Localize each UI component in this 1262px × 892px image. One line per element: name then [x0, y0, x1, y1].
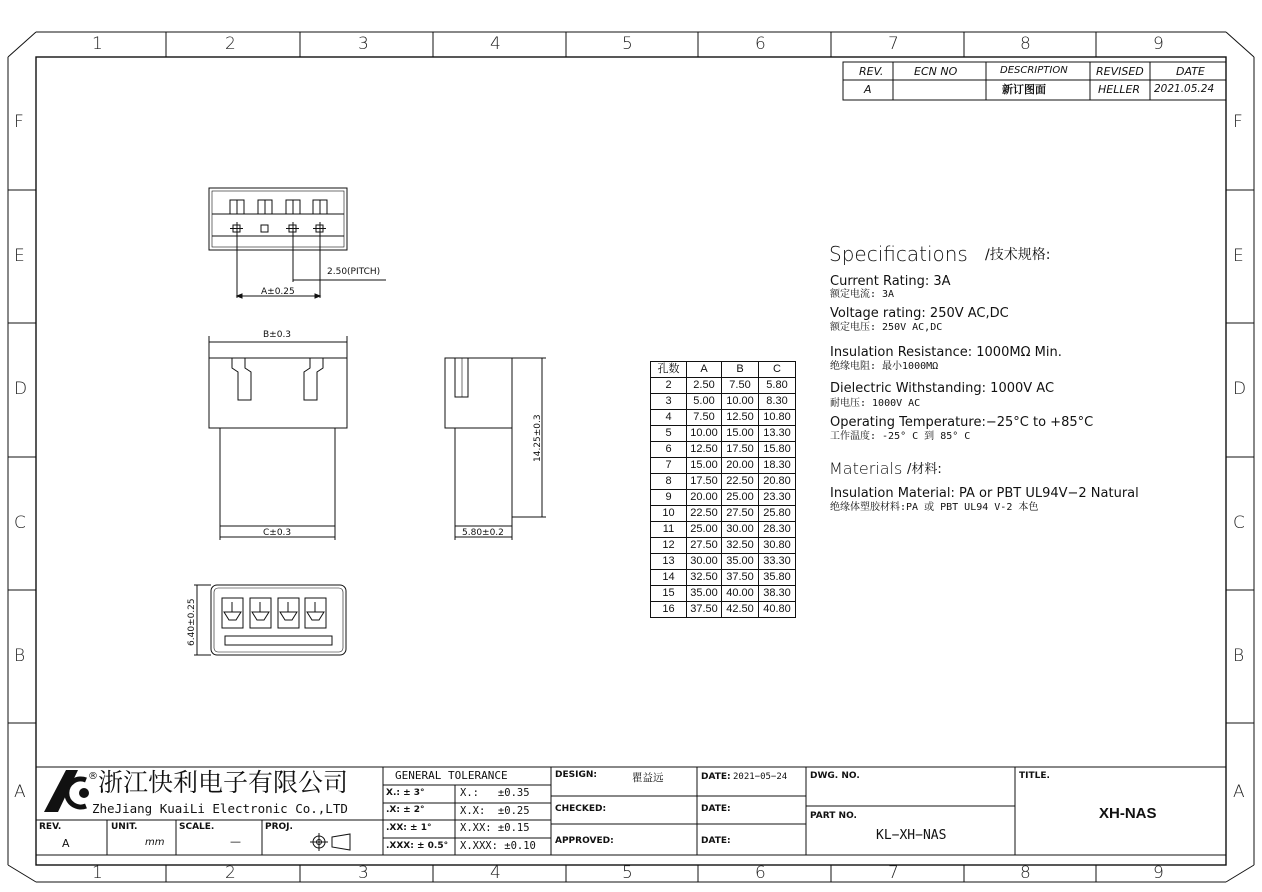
dim-depth-label: 5.80±0.2: [462, 528, 504, 538]
zone-col-1-top: 1: [92, 34, 103, 54]
pin-count-table: [650, 361, 796, 618]
tol-angle-3: .XXX: ± 0.5°: [386, 841, 449, 851]
zone-col-4-top: 4: [490, 34, 501, 54]
table-cell: 35.00: [687, 586, 722, 602]
table-cell: 3: [651, 394, 687, 410]
company-name-cn: 浙江快利电子有限公司: [98, 768, 349, 797]
table-row: [651, 522, 796, 538]
zone-row-a-left: A: [14, 782, 26, 802]
table-cell: 27.50: [722, 506, 759, 522]
table-header-cell: 孔数: [651, 362, 687, 378]
table-cell: 15.80: [759, 442, 796, 458]
date1-value: 2021−05−24: [733, 772, 788, 782]
zone-row-c-right: C: [1233, 513, 1245, 533]
zone-col-7-bottom: 7: [888, 863, 899, 883]
table-cell: 30.80: [759, 538, 796, 554]
zone-col-8-bottom: 8: [1020, 863, 1031, 883]
zone-col-9-bottom: 9: [1153, 863, 1164, 883]
rev-header-revised: REVISED: [1096, 65, 1144, 78]
table-cell: 12: [651, 538, 687, 554]
projection-symbol-icon: [310, 833, 350, 851]
table-cell: 32.50: [687, 570, 722, 586]
dim-pitch-label: 2.50(PITCH): [327, 267, 381, 277]
proj-label: PROJ.: [265, 822, 293, 832]
table-cell: 37.50: [722, 570, 759, 586]
table-cell: 7: [651, 458, 687, 474]
date3-label: DATE:: [701, 836, 731, 846]
zone-col-7-top: 7: [888, 34, 899, 54]
spec-material: Insulation Material: PA or PBT UL94V−2 Natural: [830, 486, 1139, 501]
table-cell: 15: [651, 586, 687, 602]
table-cell: 7.50: [687, 410, 722, 426]
table-cell: 25.80: [759, 506, 796, 522]
zone-row-b-left: B: [14, 646, 26, 666]
table-row: [651, 570, 796, 586]
zone-col-5-top: 5: [622, 34, 633, 54]
scale-label: SCALE.: [179, 822, 215, 832]
tolerance-title: GENERAL TOLERANCE: [395, 769, 508, 782]
table-cell: 6: [651, 442, 687, 458]
spec-voltage: Voltage rating: 250V AC,DC: [830, 306, 1009, 321]
top-view-drawing: [209, 188, 386, 298]
scale-value: —: [230, 835, 241, 848]
tol-linear-3: X.XXX: ±0.10: [460, 840, 536, 852]
tol-linear-1: X.X: ±0.25: [460, 805, 530, 817]
table-cell: 28.30: [759, 522, 796, 538]
table-cell: 18.30: [759, 458, 796, 474]
zone-col-6-bottom: 6: [755, 863, 766, 883]
table-row: [651, 410, 796, 426]
rev-label: REV.: [39, 822, 62, 832]
table-cell: 25.00: [687, 522, 722, 538]
bottom-view-drawing: [194, 585, 346, 655]
tol-angle-1: .X: ± 2°: [386, 805, 425, 815]
table-cell: 11: [651, 522, 687, 538]
table-cell: 9: [651, 490, 687, 506]
table-cell: 2: [651, 378, 687, 394]
table-cell: 15.00: [722, 426, 759, 442]
spec-dielectric: Dielectric Withstanding: 1000V AC: [830, 381, 1055, 396]
zone-col-1-bottom: 1: [92, 863, 103, 883]
table-cell: 10.00: [687, 426, 722, 442]
table-cell: 30.00: [722, 522, 759, 538]
unit-value: mm: [145, 837, 165, 848]
zone-col-3-top: 3: [358, 34, 369, 54]
company-name-en: ZheJiang KuaiLi Electronic Co.,LTD: [92, 801, 348, 816]
date2-label: DATE:: [701, 804, 731, 814]
dwg-no-label: DWG. NO.: [810, 771, 860, 781]
zone-col-5-bottom: 5: [622, 863, 633, 883]
rev-row-description: 新订图面: [1002, 83, 1046, 96]
rev-header-ecn: ECN NO: [914, 65, 958, 78]
rev-header-date: DATE: [1176, 65, 1205, 78]
table-cell: 27.50: [687, 538, 722, 554]
table-cell: 5.80: [759, 378, 796, 394]
title-label: TITLE.: [1019, 771, 1050, 781]
table-row: [651, 458, 796, 474]
date1-label: DATE:: [701, 772, 731, 782]
table-cell: 32.50: [722, 538, 759, 554]
table-cell: 15.00: [687, 458, 722, 474]
zone-row-f-right: F: [1233, 112, 1243, 132]
table-cell: 8.30: [759, 394, 796, 410]
dim-c-label: C±0.3: [263, 528, 292, 538]
zone-row-e-left: E: [14, 246, 25, 266]
table-row: [651, 474, 796, 490]
zone-col-9-top: 9: [1153, 34, 1164, 54]
table-cell: 4: [651, 410, 687, 426]
table-cell: 20.00: [687, 490, 722, 506]
checked-label: CHECKED:: [555, 804, 607, 814]
zone-row-d-right: D: [1233, 379, 1247, 399]
table-cell: 23.30: [759, 490, 796, 506]
table-cell: 13: [651, 554, 687, 570]
table-cell: 5.00: [687, 394, 722, 410]
spec-dielectric-cn: 耐电压: 1000V AC: [830, 398, 921, 409]
table-row: [651, 378, 796, 394]
rev-header-description: DESCRIPTION: [1000, 65, 1068, 76]
materials-title-cn: /材料:: [907, 462, 942, 477]
drawing-title: XH-NAS: [1099, 805, 1157, 822]
table-row: [651, 602, 796, 618]
zone-col-8-top: 8: [1020, 34, 1031, 54]
part-no-label: PART NO.: [810, 811, 857, 821]
table-cell: 8: [651, 474, 687, 490]
table-cell: 37.50: [687, 602, 722, 618]
table-cell: 35.00: [722, 554, 759, 570]
rev-header-rev: REV.: [859, 65, 884, 78]
zone-row-f-left: F: [14, 112, 24, 132]
tol-linear-0: X.: ±0.35: [460, 787, 530, 799]
tol-angle-0: X.: ± 3°: [386, 788, 425, 798]
table-cell: 35.80: [759, 570, 796, 586]
dim-a-label: A±0.25: [261, 287, 295, 297]
table-cell: 38.30: [759, 586, 796, 602]
table-cell: 14: [651, 570, 687, 586]
table-cell: 7.50: [722, 378, 759, 394]
table-cell: 10.00: [722, 394, 759, 410]
table-cell: 2.50: [687, 378, 722, 394]
zone-row-d-left: D: [14, 379, 28, 399]
dim-b-label: B±0.3: [263, 330, 292, 340]
design-value: 瞿益远: [632, 772, 664, 784]
table-header-row: [651, 362, 796, 378]
spec-current: Current Rating: 3A: [830, 274, 951, 289]
dim-width-label: 6.40±0.25: [187, 598, 197, 646]
table-cell: 12.50: [687, 442, 722, 458]
table-cell: 5: [651, 426, 687, 442]
zone-col-2-bottom: 2: [225, 863, 236, 883]
zone-col-4-bottom: 4: [490, 863, 501, 883]
side-view-drawing: [445, 358, 546, 540]
table-cell: 17.50: [722, 442, 759, 458]
table-row: [651, 586, 796, 602]
table-row: [651, 426, 796, 442]
spec-insulation-cn: 绝缘电阻: 最小1000MΩ: [830, 361, 939, 372]
specs-title-cn: /技术规格:: [985, 247, 1051, 263]
table-row: [651, 394, 796, 410]
table-row: [651, 506, 796, 522]
table-row: [651, 490, 796, 506]
table-row: [651, 538, 796, 554]
spec-insulation: Insulation Resistance: 1000MΩ Min.: [830, 345, 1062, 360]
tol-angle-2: .XX: ± 1°: [386, 823, 432, 833]
zone-col-3-bottom: 3: [358, 863, 369, 883]
dim-height-label: 14.25±0.3: [533, 414, 543, 462]
table-cell: 17.50: [687, 474, 722, 490]
table-cell: 22.50: [722, 474, 759, 490]
table-cell: 13.30: [759, 426, 796, 442]
front-view-drawing: [209, 336, 347, 540]
table-cell: 10.80: [759, 410, 796, 426]
rev-row-revised: HELLER: [1098, 83, 1141, 96]
table-cell: 25.00: [722, 490, 759, 506]
table-cell: 20.00: [722, 458, 759, 474]
table-cell: 10: [651, 506, 687, 522]
rev-row-rev: A: [864, 83, 872, 96]
zone-row-e-right: E: [1233, 246, 1244, 266]
zone-row-a-right: A: [1233, 782, 1245, 802]
zone-col-6-top: 6: [755, 34, 766, 54]
tol-linear-2: X.XX: ±0.15: [460, 822, 530, 834]
zone-col-2-top: 2: [225, 34, 236, 54]
table-cell: 42.50: [722, 602, 759, 618]
table-row: [651, 554, 796, 570]
registered-mark: ®: [88, 771, 98, 782]
table-cell: 12.50: [722, 410, 759, 426]
spec-current-cn: 额定电流: 3A: [830, 289, 895, 300]
zone-row-b-right: B: [1233, 646, 1245, 666]
table-cell: 40.00: [722, 586, 759, 602]
table-cell: 20.80: [759, 474, 796, 490]
table-cell: 40.80: [759, 602, 796, 618]
table-header-cell: A: [687, 362, 722, 378]
approved-label: APPROVED:: [555, 836, 614, 846]
table-header-cell: C: [759, 362, 796, 378]
design-label: DESIGN:: [555, 770, 597, 780]
spec-voltage-cn: 额定电压: 250V AC,DC: [830, 322, 943, 333]
unit-label: UNIT.: [111, 822, 138, 832]
table-row: [651, 442, 796, 458]
table-cell: 33.30: [759, 554, 796, 570]
spec-temperature: Operating Temperature:−25°C to +85°C: [830, 415, 1094, 430]
rev-row-date: 2021.05.24: [1154, 83, 1215, 95]
rev-value: A: [62, 837, 70, 850]
table-cell: 22.50: [687, 506, 722, 522]
table-header-cell: B: [722, 362, 759, 378]
spec-material-cn: 绝缘体塑胶材料:PA 或 PBT UL94 V-2 本色: [830, 502, 1039, 513]
table-cell: 30.00: [687, 554, 722, 570]
specs-title: Specifications: [829, 242, 968, 266]
part-no-value: KL−XH−NAS: [876, 828, 947, 843]
spec-temperature-cn: 工作温度: -25° C 到 85° C: [830, 431, 971, 442]
company-logo: [44, 770, 89, 812]
zone-row-c-left: C: [14, 513, 26, 533]
table-cell: 16: [651, 602, 687, 618]
materials-title: Materials: [829, 459, 903, 478]
